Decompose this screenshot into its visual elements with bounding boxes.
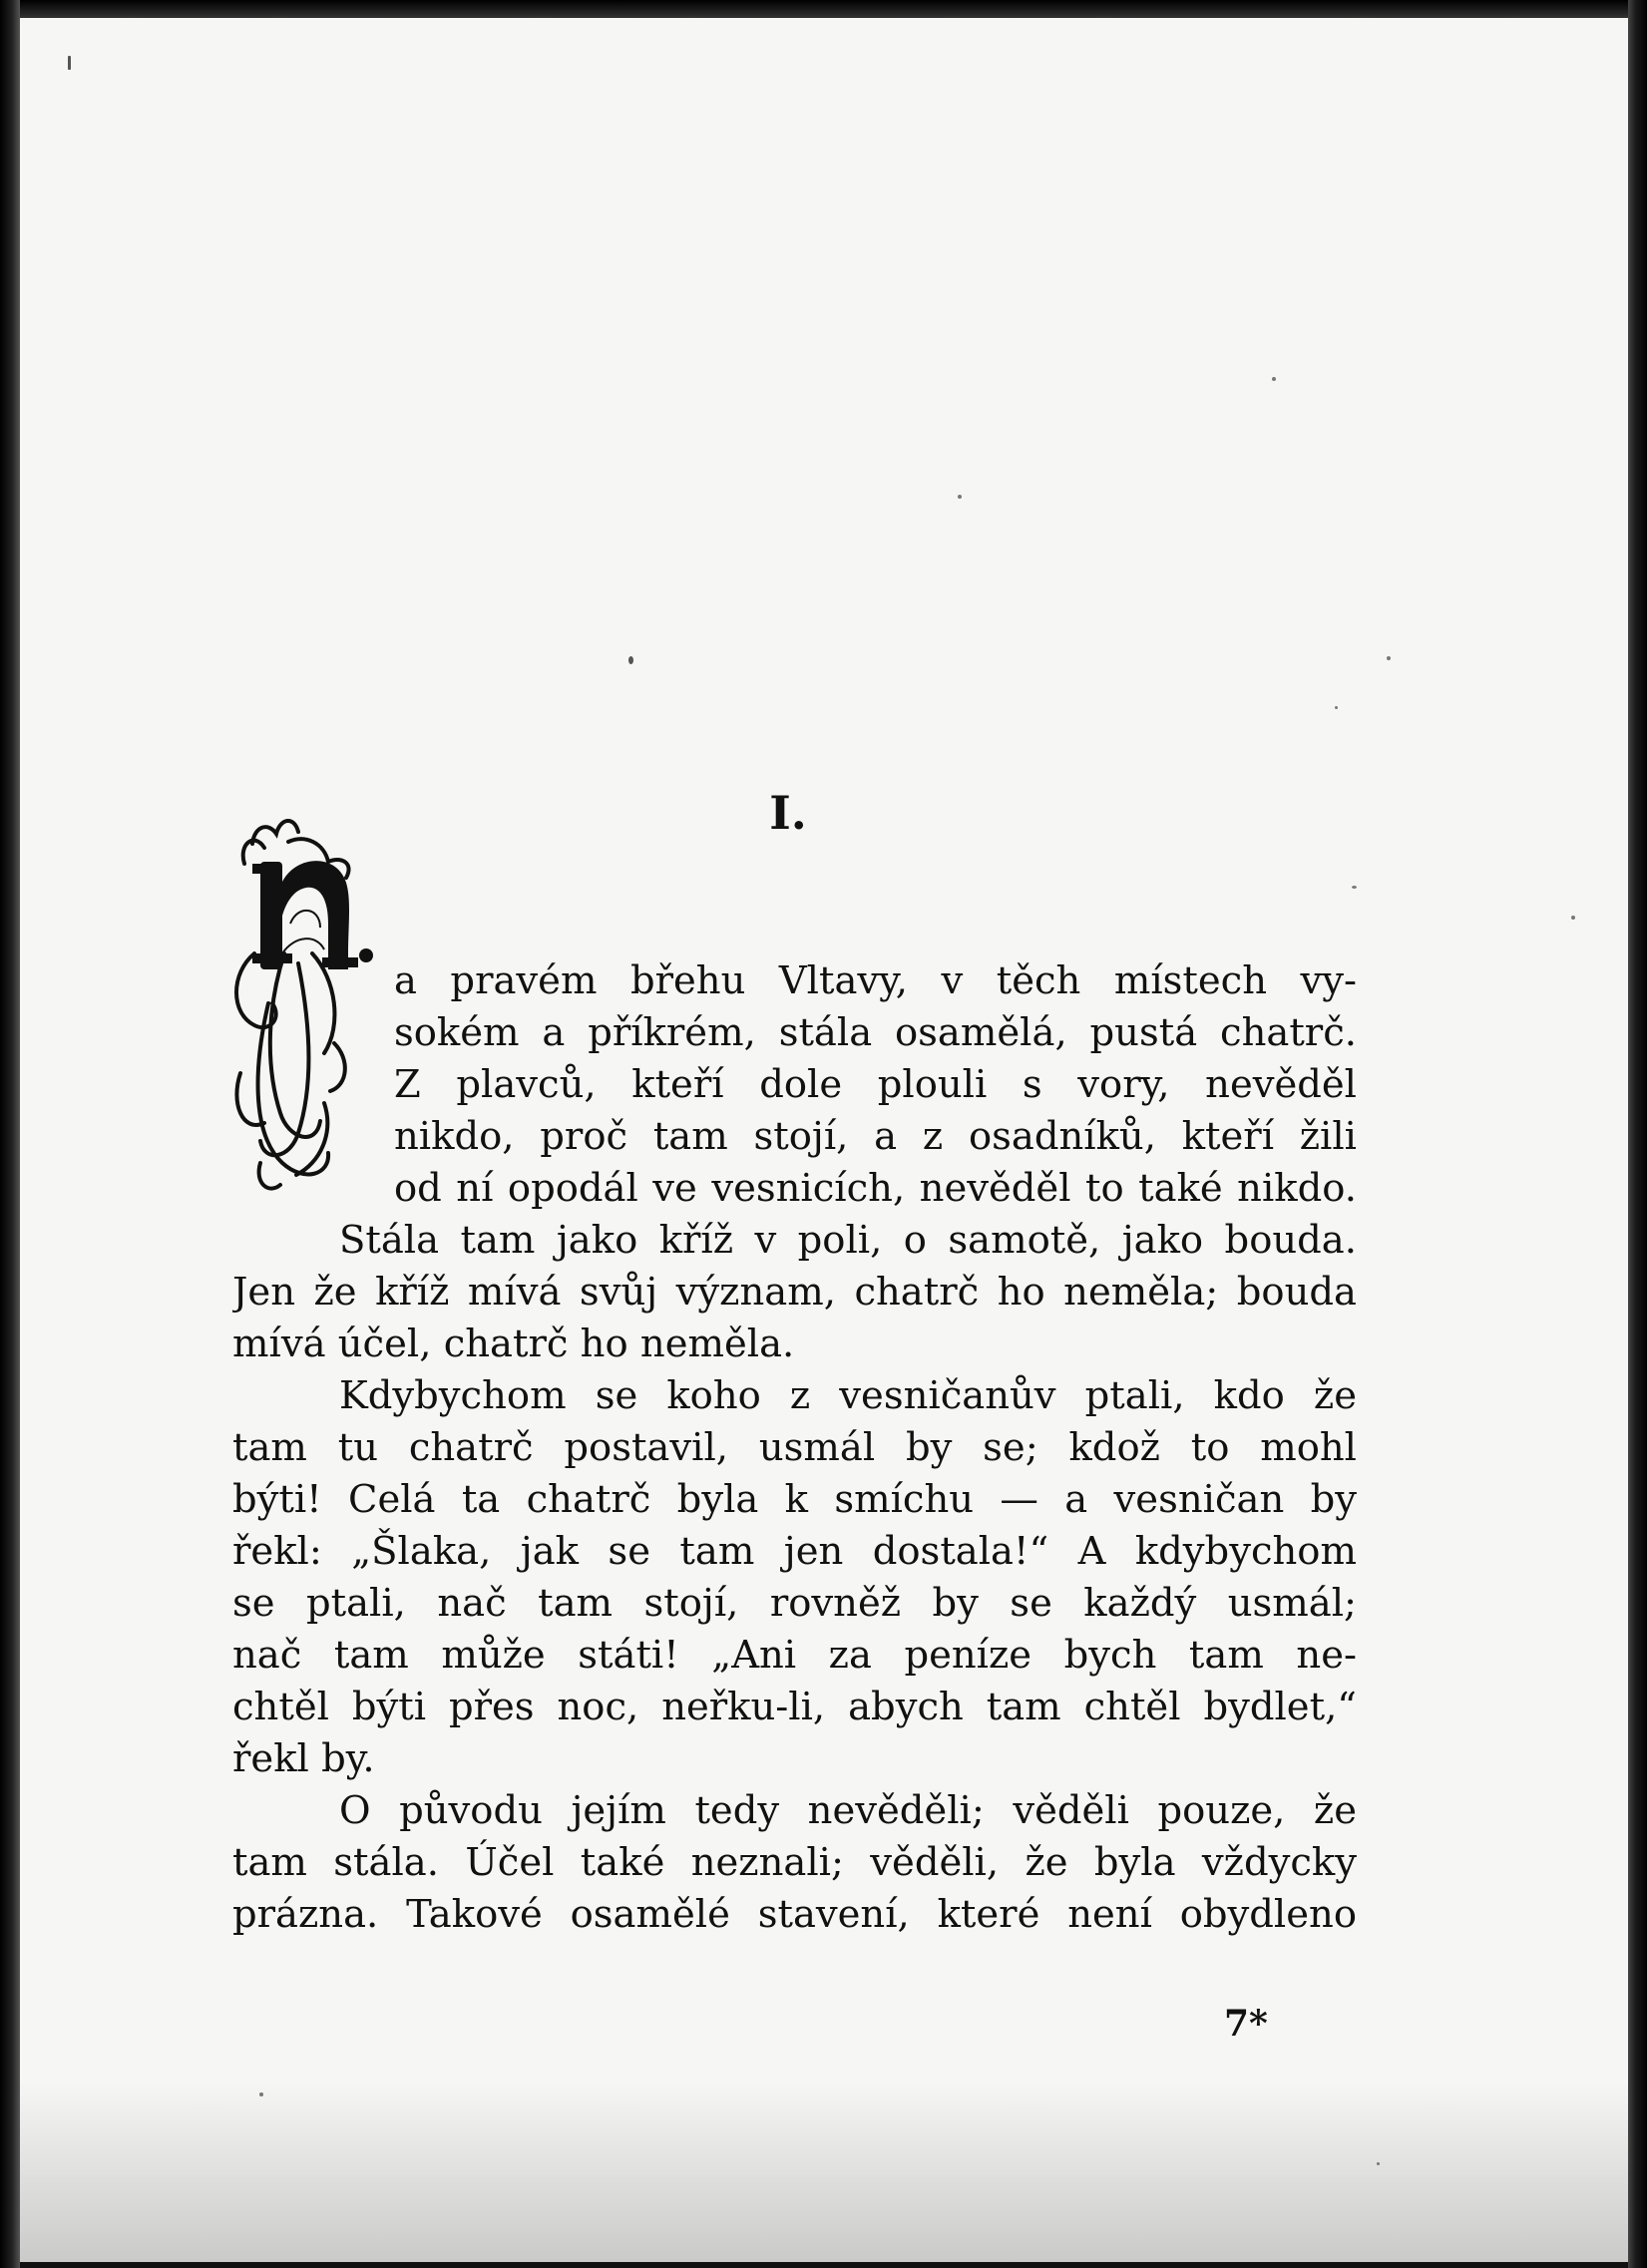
ornamental-initial-n [224, 804, 394, 1243]
text-line: nač tam může státi! „Ani za peníze bych tam ne- [232, 1633, 1357, 1678]
page-number: 7* [1224, 2003, 1268, 2045]
scan-speck [1377, 2162, 1380, 2165]
text-line: a pravém břehu Vltavy, v těch místech vy- [394, 958, 1357, 1003]
body-text [232, 1215, 1357, 1941]
text-line: O původu jejím tedy nevěděli; věděli pouze, že [339, 1788, 1357, 1833]
text-line: od ní opodál ve vesnicích, nevěděl to také nikdo. [394, 1166, 1357, 1211]
text-line: chtěl býti přes noc, neřku-li, abych tam chtěl bydlet,“ [232, 1685, 1357, 1729]
text-line: tam stála. Účel také neznali; věděli, že byla vždycky [232, 1840, 1357, 1885]
scan-border-left [0, 0, 20, 2268]
scan-speck [628, 656, 633, 664]
scan-smudge [20, 2082, 1628, 2262]
text-line: tam tu chatrč postavil, usmál by se; kdož to mohl [232, 1425, 1357, 1470]
paragraph-1 [394, 955, 1357, 1215]
text-line: řekl: „Šlaka, jak se tam jen dostala!“ A kdybychom [232, 1529, 1357, 1574]
scan-border-right [1628, 0, 1647, 2268]
scan-speck [68, 56, 71, 70]
scan-border-top [0, 0, 1647, 18]
text-line: sokém a příkrém, stála osamělá, pustá chatrč. [394, 1010, 1357, 1055]
text-line: Z plavců, kteří dole plouli s vory, nevěděl [394, 1062, 1357, 1107]
text-line: se ptali, nač tam stojí, rovněž by se každý usmál; [232, 1581, 1357, 1626]
text-line: Kdybychom se koho z vesničanův ptali, kdo že [339, 1373, 1357, 1418]
text-line: prázna. Takové osamělé stavení, které není obydleno [232, 1892, 1357, 1937]
text-line: řekl by. [232, 1736, 375, 1781]
scan-speck [1272, 377, 1276, 381]
scan-speck [1571, 916, 1575, 920]
text-line: mívá účel, chatrč ho neměla. [232, 1322, 795, 1366]
text-line: Stála tam jako kříž v poli, o samotě, jako bouda. [339, 1218, 1357, 1263]
text-line: nikdo, proč tam stojí, a z osadníků, kteří žili [394, 1114, 1357, 1159]
scan-speck [259, 2092, 263, 2096]
scan-speck [958, 495, 962, 499]
text-line: býti! Celá ta chatrč byla k smíchu — a vesničan by [232, 1477, 1357, 1522]
scan-speck [1387, 656, 1391, 660]
scan-speck [1335, 706, 1338, 709]
book-page [20, 18, 1628, 2262]
text-line: Jen že kříž mívá svůj význam, chatrč ho neměla; bouda [232, 1270, 1357, 1315]
scan-speck [1352, 886, 1357, 889]
chapter-heading: I. [769, 786, 807, 840]
